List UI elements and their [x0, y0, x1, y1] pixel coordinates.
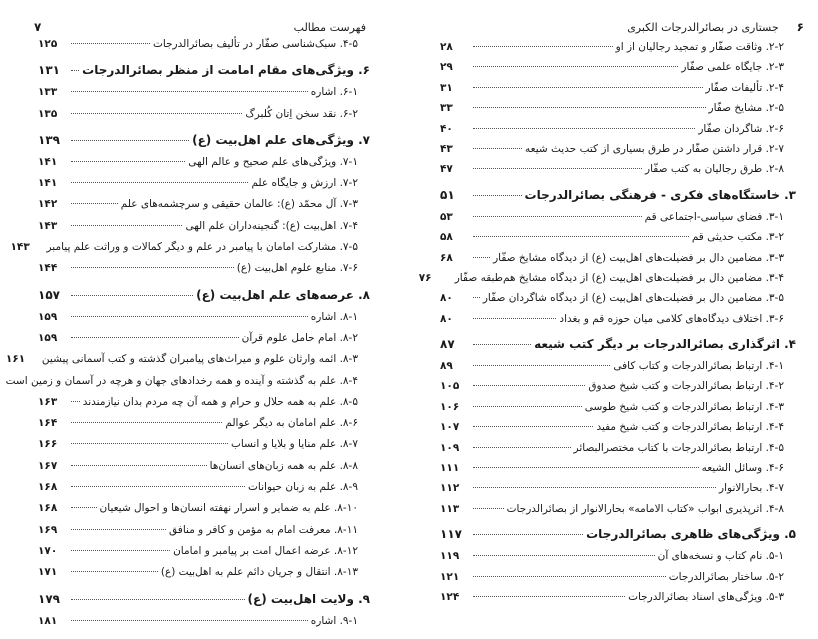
entry-page-number: ۱۶۸ — [38, 481, 58, 494]
entry-title: ۴-۶. وسائل الشیعه — [701, 462, 784, 475]
entry-title: ۳-۵. مضامین دال بر فضیلت‌های اهل‌بیت (ع) از دیدگاه شاگردان صفّار — [482, 292, 784, 305]
entry-page-number: ۱۶۳ — [38, 395, 58, 408]
entry-title: ۸-۹. علم به زبان حیوانات — [248, 481, 358, 494]
dot-leader — [473, 555, 655, 556]
toc-section-entry[interactable] — [440, 292, 796, 312]
entry-page-number: ۸۷ — [440, 337, 455, 352]
entry-title: ۸. عرصه‌های علم اهل‌بیت (ع) — [196, 287, 370, 302]
dot-leader — [473, 297, 480, 298]
toc-section-entry[interactable] — [38, 220, 370, 241]
entry-title: ۶-۲. نقد سخن اِتان کُلبرگ — [245, 107, 358, 120]
dot-leader — [71, 70, 79, 71]
entry-title: ۴-۱. ارتباط بصائرالدرجات و کتاب کافی — [613, 360, 784, 373]
dot-leader — [71, 443, 228, 444]
entry-page-number: ۱۴۴ — [38, 262, 58, 275]
entry-page-number: ۱۱۳ — [440, 502, 460, 515]
entry-page-number: ۵۱ — [440, 187, 455, 202]
entry-title: ۴-۴. ارتباط بصائرالدرجات و کتب شیخ مفید — [596, 421, 784, 434]
entry-page-number: ۲۸ — [440, 41, 453, 53]
dot-leader — [71, 401, 80, 402]
dot-leader — [473, 426, 593, 427]
toc-section-entry[interactable] — [440, 123, 796, 143]
entry-title: ۴-۷. بحارالانوار — [719, 482, 784, 495]
entry-title: ۷-۶. منابع علوم اهل‌بیت (ع) — [236, 262, 358, 275]
dot-leader — [71, 295, 193, 296]
entry-title: ۳-۶. اختلاف دیدگاه‌های کلامی میان حوزه قم و بغداد — [559, 312, 784, 325]
toc-list — [5, 38, 370, 636]
toc-section-entry[interactable] — [440, 401, 796, 421]
dot-leader — [473, 487, 716, 488]
entry-page-number: ۲۹ — [440, 61, 453, 74]
entry-title: ۲-۷. قرار داشتن صفّار در طرق بسیاری از کتب حدیث شیعه — [525, 142, 784, 155]
dot-leader — [473, 128, 695, 129]
entry-page-number: ۱۲۴ — [440, 590, 460, 603]
toc-section-entry[interactable] — [440, 482, 796, 502]
toc-section-entry[interactable] — [10, 241, 370, 262]
toc-section-entry[interactable] — [38, 545, 370, 566]
dot-leader — [473, 87, 703, 88]
toc-section-entry[interactable] — [440, 102, 796, 122]
entry-title: ۵-۳. ویژگی‌های اسناد بصائرالدرجات — [628, 590, 784, 603]
entry-title: ۴-۵. سبک‌شناسی صفّار در تألیف بصائرالدرجات — [152, 38, 358, 50]
dot-leader — [71, 465, 207, 466]
entry-title: ۷-۳. آل محمّد (ع): عالمان حقیقی و سرچشمه‌های علم — [120, 198, 358, 211]
toc-section-entry[interactable] — [440, 421, 796, 441]
toc-chapter-entry[interactable] — [440, 337, 796, 360]
entry-title: ۸-۳. ائمه وارثان علوم و میراث‌های پیامبران گذشته و کتب آسمانی پیشین — [41, 353, 358, 366]
entry-page-number: ۶۸ — [440, 251, 453, 264]
page-number: ۶ — [796, 20, 804, 34]
entry-page-number: ۱۰۹ — [440, 441, 460, 454]
dot-leader — [71, 316, 308, 317]
entry-page-number: ۱۵۹ — [38, 310, 58, 323]
entry-page-number: ۱۶۷ — [38, 459, 58, 472]
entry-title: ۷-۲. ارزش و جایگاه علم — [251, 177, 358, 190]
toc-section-entry[interactable] — [38, 198, 370, 219]
toc-list — [418, 41, 796, 611]
toc-section-entry[interactable] — [440, 503, 796, 523]
dot-leader — [71, 599, 245, 600]
dot-leader — [473, 406, 582, 407]
entry-page-number: ۱۳۹ — [38, 132, 60, 147]
page-header — [34, 20, 366, 34]
entry-title: ۸-۱۲. عرضه اعمال امت بر پیامبر و امامان — [173, 544, 358, 557]
entry-page-number: ۱۸۱ — [38, 614, 58, 627]
toc-chapter-entry[interactable] — [440, 527, 796, 550]
entry-page-number: ۱۴۳ — [38, 219, 58, 232]
toc-section-entry[interactable] — [38, 108, 370, 129]
entry-title: ۳-۱. فضای سیاسی-اجتماعی قم — [644, 210, 784, 223]
entry-page-number: ۱۶۸ — [38, 502, 58, 515]
dot-leader — [71, 422, 222, 423]
entry-title: ۴-۳. ارتباط بصائرالدرجات و کتب شیخ طوسی — [584, 400, 784, 413]
dot-leader — [71, 620, 308, 621]
entry-page-number: ۵۸ — [440, 231, 453, 244]
entry-page-number: ۱۰۶ — [440, 400, 460, 413]
entry-page-number: ۱۳۱ — [38, 63, 60, 78]
entry-title: ۸-۱۰. علم به ضمایر و اسرار نهفته انسان‌ها و احوال شیعیان — [99, 502, 358, 515]
entry-title: ۳-۳. مضامین دال بر فضیلت‌های اهل‌بیت (ع) از دیدگاه مشایخ صفّار — [493, 251, 784, 264]
dot-leader — [71, 529, 166, 530]
entry-page-number: ۴۳ — [440, 142, 453, 155]
entry-page-number: ۸۹ — [440, 360, 453, 373]
toc-section-entry[interactable] — [38, 332, 370, 353]
toc-section-entry[interactable] — [440, 591, 796, 611]
entry-title: ۸-۲. امام حامل علوم قرآن — [241, 331, 358, 344]
entry-page-number: ۱۴۳ — [10, 241, 30, 254]
entry-title: ۴. اثرگذاری بصائرالدرجات بر دیگر کتب شیعه — [534, 337, 796, 352]
entry-title: ۷-۴. اهل‌بیت (ع): گنجینه‌داران علم الهی — [185, 219, 358, 232]
entry-page-number: ۱۶۴ — [38, 417, 58, 430]
toc-section-entry[interactable] — [38, 460, 370, 481]
toc-section-entry[interactable] — [38, 502, 370, 523]
dot-leader — [473, 318, 556, 319]
dot-leader — [473, 365, 610, 366]
entry-title: ۲-۵. مشایخ صفّار — [708, 102, 784, 115]
entry-page-number: ۱۷۱ — [38, 566, 58, 579]
toc-section-entry[interactable] — [440, 231, 796, 251]
dot-leader — [71, 507, 97, 508]
dot-leader — [71, 203, 118, 204]
toc-section-entry[interactable] — [440, 211, 796, 231]
dot-leader — [71, 225, 182, 226]
toc-section-entry[interactable] — [38, 438, 370, 459]
toc-section-entry[interactable] — [440, 313, 796, 333]
entry-page-number: ۱۵۷ — [38, 287, 60, 302]
entry-title: ۷-۱. ویژگی‌های علم صحیح و عالم الهی — [188, 155, 358, 168]
entry-title: ۸-۶. علم امامان به دیگر عوالم — [225, 417, 358, 430]
entry-page-number: ۱۰۷ — [440, 421, 460, 434]
running-title: فهرست مطالب — [293, 20, 366, 34]
running-title: جستاری در بصائرالدرجات الکبری — [627, 20, 779, 34]
toc-section-entry[interactable] — [38, 177, 370, 198]
entry-page-number: ۸۰ — [440, 292, 453, 305]
toc-section-entry[interactable] — [38, 86, 370, 107]
dot-leader — [473, 385, 585, 386]
dot-leader — [473, 576, 666, 577]
entry-page-number: ۱۲۵ — [38, 38, 58, 50]
toc-chapter-entry[interactable] — [38, 288, 370, 311]
page-header — [438, 20, 804, 34]
entry-title: ۲-۴. تألیفات صفّار — [705, 81, 784, 94]
toc-section-entry[interactable] — [440, 571, 796, 591]
entry-page-number: ۱۶۹ — [38, 523, 58, 536]
toc-section-entry[interactable] — [5, 353, 370, 374]
toc-chapter-entry[interactable] — [38, 133, 370, 156]
toc-section-entry[interactable] — [38, 524, 370, 545]
entry-page-number: ۱۵۹ — [38, 331, 58, 344]
entry-title: ۴-۸. اثرپذیری ابواب «کتاب الامامه» بحارالانوار از بصائرالدرجات — [506, 502, 784, 515]
toc-section-entry[interactable] — [440, 163, 796, 183]
entry-page-number: ۴۷ — [440, 163, 453, 176]
entry-title: ۷-۵. مشارکت امامان با پیامبر در علم و دیگر کمالات و وراثت علم پیامبر — [46, 241, 358, 254]
toc-section-entry[interactable] — [38, 417, 370, 438]
dot-leader — [71, 161, 185, 162]
page-number: ۷ — [34, 20, 42, 34]
toc-section-entry[interactable] — [38, 311, 370, 332]
entry-title: ۶-۱. اشاره — [310, 86, 358, 99]
toc-section-entry[interactable] — [38, 262, 370, 283]
entry-title: ۲-۶. شاگردان صفّار — [698, 122, 784, 135]
dot-leader — [71, 337, 239, 338]
entry-page-number: ۱۷۹ — [38, 591, 60, 606]
entry-page-number: ۳۱ — [440, 81, 453, 94]
entry-title: ۳. خاستگاه‌های فکری - فرهنگی بصائرالدرجات — [524, 187, 796, 202]
entry-page-number: ۳۳ — [440, 102, 453, 115]
right-page — [418, 0, 818, 639]
dot-leader — [473, 216, 642, 217]
entry-page-number: ۱۳۵ — [38, 107, 58, 120]
entry-title: ۴-۲. ارتباط بصائرالدرجات و کتب شیخ صدوق — [588, 380, 784, 393]
entry-page-number: ۱۴۱ — [38, 155, 58, 168]
dot-leader — [71, 91, 308, 92]
toc-section-entry[interactable] — [38, 38, 370, 59]
dot-leader — [71, 571, 158, 572]
entry-page-number: ۱۳۳ — [38, 86, 58, 99]
dot-leader — [473, 257, 490, 258]
entry-page-number: ۱۰۵ — [440, 380, 460, 393]
entry-title: ۸-۱. اشاره — [310, 310, 358, 323]
toc-section-entry[interactable] — [440, 252, 796, 272]
entry-title: ۷. ویژگی‌های علم اهل‌بیت (ع) — [192, 132, 370, 147]
entry-title: ۳-۲. مکتب حدیثی قم — [691, 231, 784, 244]
entry-page-number: ۱۲۱ — [440, 570, 460, 583]
toc-section-entry[interactable] — [38, 396, 370, 417]
dot-leader — [473, 66, 678, 67]
entry-title: ۵-۲. ساختار بصائرالدرجات — [668, 570, 784, 583]
entry-title: ۵-۱. نام کتاب و نسخه‌های آن — [657, 550, 784, 563]
dot-leader — [473, 467, 699, 468]
entry-page-number: ۸۰ — [440, 312, 453, 325]
entry-title: ۴-۵. ارتباط بصائرالدرجات با کتاب مختصرالبصائر — [573, 441, 784, 454]
entry-title: ۹-۱. اشاره — [310, 614, 358, 627]
entry-page-number: ۴۰ — [440, 122, 453, 135]
dot-leader — [71, 182, 248, 183]
toc-section-entry[interactable] — [38, 566, 370, 587]
entry-page-number: ۱۴۱ — [38, 177, 58, 190]
entry-page-number: ۱۱۷ — [440, 527, 462, 542]
entry-page-number: ۱۴۲ — [38, 198, 58, 211]
entry-page-number: ۷۶ — [418, 271, 432, 284]
entry-title: ۸-۱۱. معرفت امام به مؤمن و کافر و منافق — [169, 523, 358, 536]
entry-title: ۲-۳. جایگاه علمی صفّار — [681, 61, 784, 74]
dot-leader — [473, 107, 706, 108]
entry-page-number: ۱۷۰ — [38, 544, 58, 557]
entry-title: ۹. ولایت اهل‌بیت (ع) — [247, 591, 370, 606]
toc-chapter-entry[interactable] — [440, 188, 796, 211]
toc-section-entry[interactable] — [440, 380, 796, 400]
dot-leader — [473, 168, 642, 169]
toc-section-entry[interactable] — [440, 82, 796, 102]
dot-leader — [71, 550, 170, 551]
entry-title: ۲-۸. طرق رجالیان به کتب صفّار — [645, 163, 784, 176]
dot-leader — [71, 43, 150, 44]
entry-title: ۸-۸. علم به همه زبان‌های انسان‌ها — [209, 459, 358, 472]
toc-section-entry[interactable] — [440, 442, 796, 462]
dot-leader — [473, 148, 522, 149]
entry-title: ۵. ویژگی‌های ظاهری بصائرالدرجات — [586, 527, 796, 542]
toc-chapter-entry[interactable] — [38, 63, 370, 86]
toc-section-entry[interactable] — [440, 360, 796, 380]
dot-leader — [473, 596, 625, 597]
dot-leader — [473, 447, 571, 448]
entry-title: ۸-۱۳. انتقال و جریان دائم علم به اهل‌بیت (ع) — [160, 566, 358, 579]
entry-page-number: ۱۶۶ — [38, 438, 58, 451]
entry-title: ۳-۴. مضامین دال بر فضیلت‌های اهل‌بیت (ع) از دیدگاه مشایخ هم‌طبقه صفّار — [454, 271, 784, 284]
entry-title: ۶. ویژگی‌های مقام امامت از منظر بصائرالدرجات — [82, 63, 370, 78]
toc-section-entry[interactable] — [440, 61, 796, 81]
toc-section-entry[interactable] — [38, 481, 370, 502]
dot-leader — [71, 267, 234, 268]
toc-section-entry[interactable] — [440, 462, 796, 482]
dot-leader — [473, 534, 583, 535]
toc-section-entry[interactable] — [440, 550, 796, 570]
dot-leader — [473, 195, 522, 196]
toc-section-entry[interactable] — [440, 143, 796, 163]
entry-page-number: ۵۳ — [440, 210, 453, 223]
dot-leader — [473, 236, 689, 237]
toc-chapter-entry[interactable] — [38, 592, 370, 615]
dot-leader — [71, 140, 189, 141]
entry-title: ۲-۲. وثاقت صفّار و تمجید رجالیان از او — [615, 41, 784, 53]
entry-title: ۸-۷. علم منایا و بلایا و انساب — [230, 438, 358, 451]
dot-leader — [71, 486, 245, 487]
entry-page-number: ۱۱۹ — [440, 550, 460, 563]
dot-leader — [473, 46, 613, 47]
dot-leader — [473, 508, 504, 509]
dot-leader — [71, 113, 242, 114]
entry-page-number: ۱۶۱ — [5, 353, 26, 366]
entry-title: ۸-۴. علم به گذشته و آینده و همه رخدادهای جهان و هرچه در آسمان و زمین است — [5, 374, 358, 387]
entry-page-number: ۱۱۲ — [440, 482, 460, 495]
entry-page-number: ۱۱۱ — [440, 462, 460, 475]
toc-section-entry[interactable] — [5, 374, 370, 396]
dot-leader — [473, 344, 531, 345]
toc-section-entry[interactable] — [440, 41, 796, 61]
toc-section-entry[interactable] — [38, 615, 370, 636]
toc-section-entry[interactable] — [418, 271, 796, 292]
entry-title: ۸-۵. علم به همه حلال و حرام و همه آن چه مردم بدان نیازمندند — [82, 395, 358, 408]
toc-section-entry[interactable] — [38, 156, 370, 177]
